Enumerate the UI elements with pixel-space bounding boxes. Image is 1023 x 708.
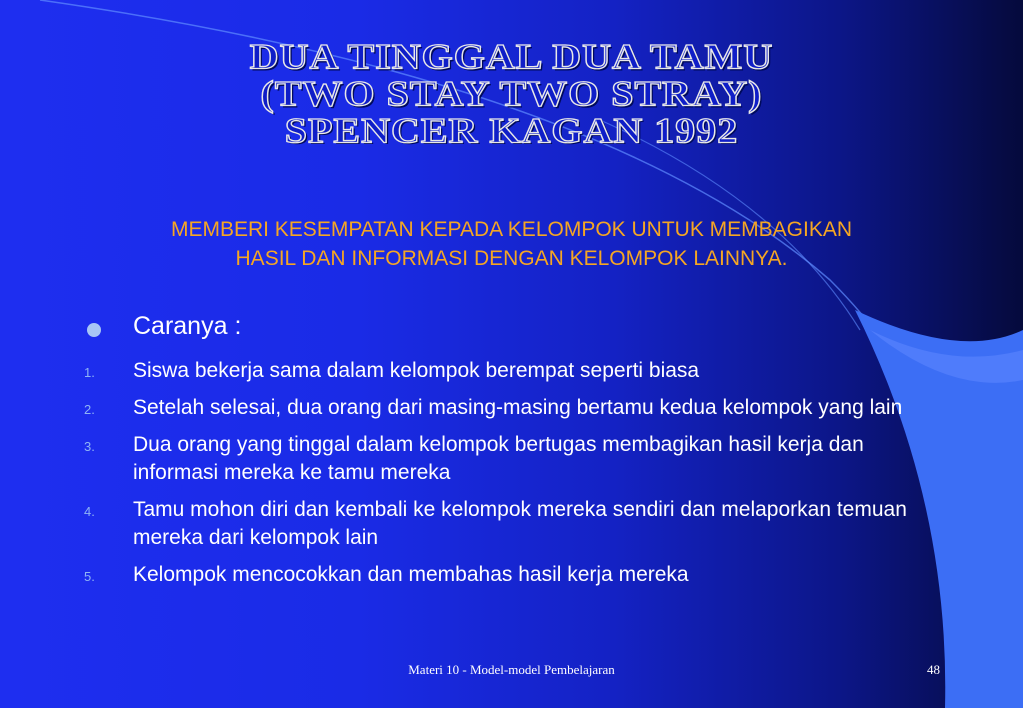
title-line-1: DUA TINGGAL DUA TAMU [249,36,774,77]
footer-caption: Materi 10 - Model-model Pembelajaran [408,662,615,677]
subtitle-line-2: HASIL DAN INFORMASI DENGAN KELOMPOK LAINNYA. [235,247,788,270]
subtitle-line-1: MEMBERI KESEMPATAN KEPADA KELOMPOK UNTUK MEMBAGIKAN [170,218,853,241]
list-item-text: Setelah selesai, dua orang dari masing-masing bertamu kedua kelompok yang lain [133,396,903,419]
list-number: 3. [84,439,95,454]
list-number: 5. [84,569,95,584]
title-line-3: SPENCER KAGAN 1992 [284,110,739,151]
list-number: 1. [84,365,95,380]
list-item [0,431,940,487]
steps-list [0,357,940,598]
list-number: 2. [84,402,95,417]
bullet-dot-icon [87,323,101,337]
list-number: 4. [84,504,95,519]
list-item-text: Siswa bekerja sama dalam kelompok berempat seperti biasa [133,359,700,382]
page-number: 48 [927,662,940,677]
slide-title [0,38,1023,149]
lead-heading: Caranya : [133,312,242,340]
slide-subtitle [0,215,1023,273]
list-item-text: Dua orang yang tinggal dalam kelompok bertugas membagikan hasil kerja dan informasi mereka ke tamu mereka [133,433,864,484]
list-item [0,394,940,422]
title-line-2: (TWO STAY TWO STRAY) [260,73,763,114]
list-item [0,357,940,385]
list-item-text: Kelompok mencocokkan dan membahas hasil kerja mereka [133,563,689,586]
list-item [0,561,940,589]
list-item-text: Tamu mohon diri dan kembali ke kelompok mereka sendiri dan melaporkan temuan mereka dari kelompok lain [133,498,907,549]
list-item [0,496,940,552]
